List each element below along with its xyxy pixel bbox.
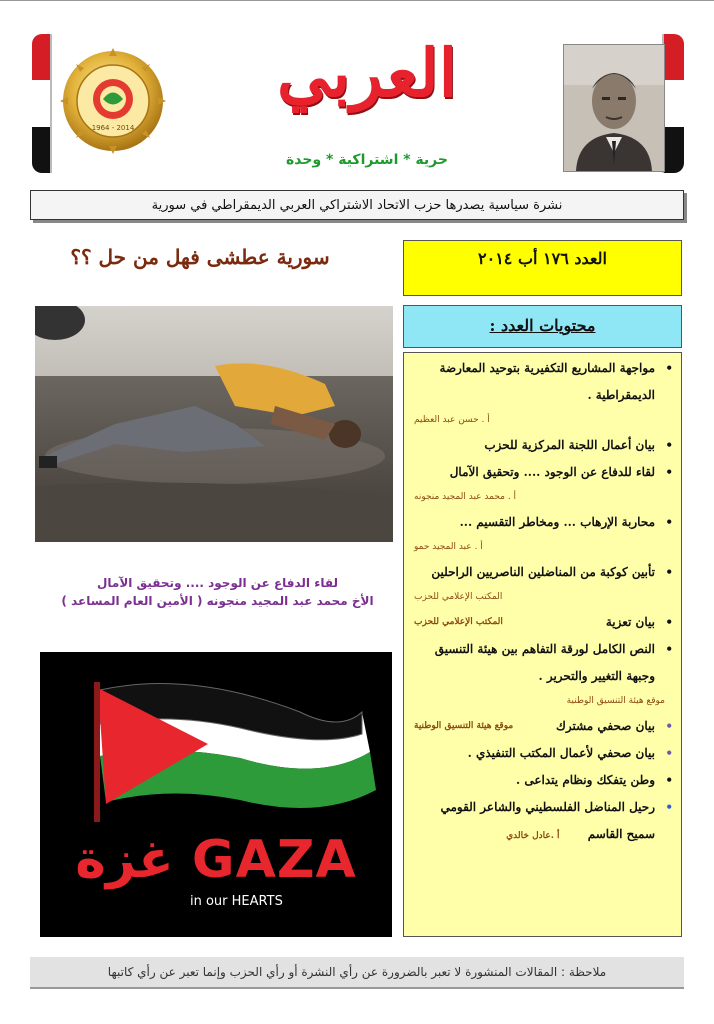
toc-item-title: النص الكامل لورقة التفاهم بين هيئة التنسيق وجبهة التغيير والتحرير . <box>434 642 655 683</box>
toc-item[interactable] <box>414 355 671 409</box>
gaza-title <box>40 830 392 890</box>
photo-caption <box>40 574 395 610</box>
toc-item-title-text: بيان تعزية <box>605 615 655 629</box>
toc-item[interactable] <box>414 609 671 636</box>
toc-item[interactable] <box>414 713 671 740</box>
toc-item-author: المكتب الإعلامي للحزب <box>414 592 503 602</box>
gaza-tagline: in our HEARTS <box>190 894 283 909</box>
toc-item-author: المكتب الإعلامي للحزب <box>414 617 503 627</box>
toc-heading-text: محتويات العدد : <box>489 316 596 335</box>
issue-number: العدد ١٧٦ أب ٢٠١٤ <box>403 240 682 296</box>
toc-item-title: وطن يتفكك ونظام يتداعى . <box>516 773 655 787</box>
toc-item[interactable] <box>414 767 671 794</box>
toc-heading <box>403 305 682 348</box>
gaza-poster <box>40 652 392 937</box>
toc-item[interactable] <box>414 432 671 459</box>
bullet-icon: • <box>665 615 673 629</box>
bullet-icon: • <box>665 719 673 733</box>
bullet-icon: • <box>665 642 673 656</box>
toc-item[interactable] <box>414 459 671 486</box>
toc-item-author: أ . عبد المجيد حمو <box>414 542 483 552</box>
toc-item-title: مواجهة المشاريع التكفيرية بتوحيد المعارضة الديمقراطية . <box>439 361 655 402</box>
drinking-child-photo <box>35 306 393 542</box>
bullet-icon: • <box>665 773 673 787</box>
top-rule <box>0 0 714 1</box>
flag-stripe-left <box>32 34 50 173</box>
toc-item-title: لقاء للدفاع عن الوجود .... وتحقيق الآمال <box>449 465 655 479</box>
toc-item[interactable] <box>414 740 671 767</box>
seal-years: 1964 - 2014 <box>91 124 135 132</box>
caption-line-2: الأخ محمد عبد المجيد منجونه ( الأمين العام المساعد ) <box>61 594 374 608</box>
toc-item[interactable] <box>414 559 671 586</box>
gaza-arabic-word: غزة <box>75 830 174 890</box>
toc-item-title-text: بيان صحفي مشترك <box>555 719 655 733</box>
toc-item-author: أ .عادل خالدي <box>506 831 560 841</box>
party-seal-logo <box>58 46 168 156</box>
newsletter-subtitle: نشرة سياسية يصدرها حزب الاتحاد الاشتراكي العربي الديمقراطي في سورية <box>30 190 684 220</box>
portrait-photo <box>563 44 665 172</box>
bullet-icon: • <box>665 515 673 529</box>
gaza-latin-word: GAZA <box>191 830 357 890</box>
toc-item-author: موقع هيئة التنسيق الوطنية <box>566 696 665 706</box>
toc-item-title <box>414 713 655 740</box>
toc-item[interactable] <box>414 794 671 850</box>
toc-item-author: موقع هيئة التنسيق الوطنية <box>414 721 514 731</box>
toc-item-title <box>414 609 655 636</box>
toc-item-title-text: رحيل المناضل الفلسطيني والشاعر القومي سميح القاسم <box>440 800 655 841</box>
toc-item-author: أ . محمد عبد المجيد منجونه <box>414 492 517 502</box>
caption-line-1: لقاء الدفاع عن الوجود .... وتحقيق الآمال <box>96 576 339 590</box>
toc-item-title: تأبين كوكبة من المناضلين الناصريين الراحلين <box>431 565 655 579</box>
toc-item-title <box>414 794 655 850</box>
main-headline: سورية عطشى فهل من حل ؟؟ <box>70 245 330 269</box>
flag-stripe-right <box>664 34 684 173</box>
bullet-icon: • <box>665 438 673 452</box>
newsletter-title: العربي <box>276 34 458 112</box>
table-of-contents <box>403 352 682 937</box>
bullet-icon: • <box>665 746 673 760</box>
toc-item[interactable] <box>414 509 671 536</box>
toc-item[interactable] <box>414 636 671 690</box>
bullet-icon: • <box>665 800 673 814</box>
toc-item-author: أ . حسن عبد العظيم <box>414 415 490 425</box>
bullet-icon: • <box>665 565 673 579</box>
toc-item-title: بيان أعمال اللجنة المركزية للحزب <box>484 438 655 452</box>
bullet-icon: • <box>665 465 673 479</box>
newsletter-slogan: حرية * اشتراكية * وحدة <box>286 152 448 168</box>
footer-note: ملاحظة : المقالات المنشورة لا تعبر بالضرورة عن رأي النشرة أو رأي الحزب وإنما تعبر عن رأي كاتبها <box>30 957 684 989</box>
toc-item-title: بيان صحفي لأعمال المكتب التنفيذي . <box>467 746 655 760</box>
toc-item-title: محاربة الإرهاب ... ومخاطر التقسيم ... <box>459 515 655 529</box>
bullet-icon: • <box>665 361 673 375</box>
